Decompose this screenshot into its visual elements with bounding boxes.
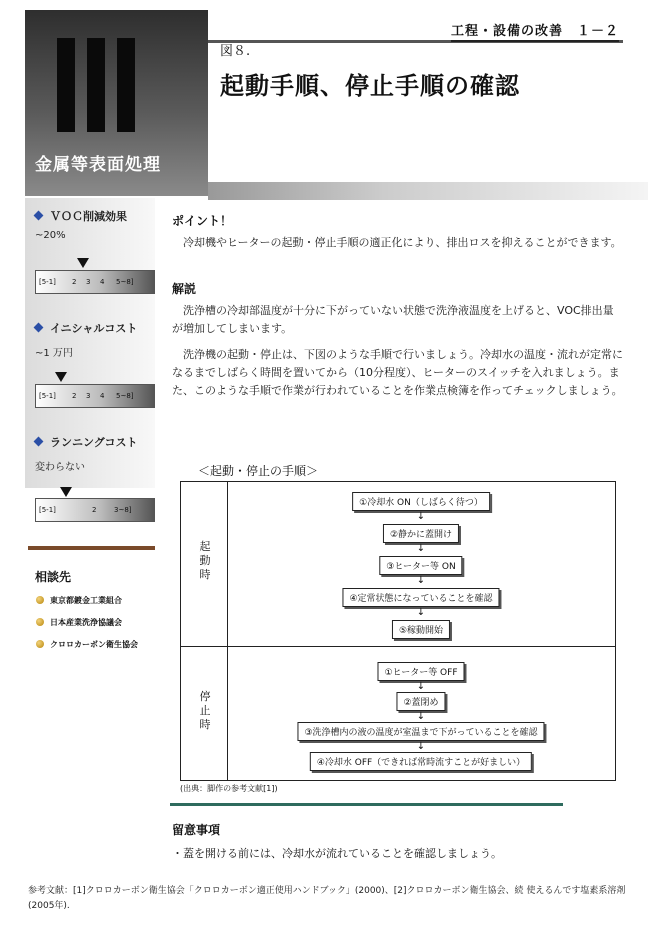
explain-paragraph: 洗浄機の起動・停止は、下図のような手順で行いましょう。冷却水の温度・流れが定常になるまでしばらく時間を置いてから（10分程度）、ヒーターのスイッチを入れましょう。また、このような手順で作業が行われていることを作業点検簿を作ってチェックしましょう。: [172, 348, 623, 397]
scale-label: 3~8]: [114, 506, 132, 514]
references: 参考文献：[1]クロロカーボン衛生協会「クロロカーボン適正使用ハンドブック」(2000)、[2]クロロカーボン衛生協会、続 使えるんです塩素系溶剤(2005年).: [28, 886, 626, 911]
scale-label: 3: [86, 278, 91, 286]
arrow-down-icon: ↓: [416, 575, 426, 586]
sidebar-divider: [28, 546, 155, 550]
scale-label: 2: [72, 278, 77, 286]
start-step: ①冷却水 ON（しばらく待つ）: [352, 492, 490, 511]
roman-numeral-bar: [117, 38, 135, 132]
stop-step: ④冷却水 OFF（できれば常時流すことが好ましい）: [310, 752, 532, 771]
voc-value: ~20%: [35, 230, 66, 241]
chapter-subtitle: 金属等表面処理: [35, 155, 161, 175]
point-heading: ポイント！: [172, 214, 233, 228]
flowchart-divider: [181, 646, 615, 647]
arrow-down-icon: ↓: [416, 711, 426, 722]
notes-heading: 留意事項: [172, 823, 221, 837]
chapter-block: [25, 10, 208, 196]
scale-label: [5-1]: [39, 392, 56, 400]
page-title: 起動手順、停止手順の確認: [220, 72, 520, 100]
explain-paragraph: 洗浄槽の冷却部温度が十分に下がっていない状態で洗浄液温度を上げると、VOC排出量が増加してしまいます。: [172, 304, 614, 335]
start-phase-label: 起動時: [199, 540, 211, 581]
voc-scale: [35, 270, 155, 294]
gold-bullet-icon: [36, 640, 44, 648]
initial-cost-heading: イニシャルコスト: [35, 320, 137, 336]
consult-org: 日本産業洗浄協議会: [36, 617, 122, 628]
point-text: 冷却機やヒーターの起動・停止手順の適正化により、排出ロスを抑えることができます。: [183, 236, 622, 249]
scale-label: 5~8]: [116, 278, 134, 286]
scale-label: 2: [92, 506, 97, 514]
arrow-down-icon: ↓: [416, 607, 426, 618]
consult-org: 東京都鍍金工業組合: [36, 595, 122, 606]
gold-bullet-icon: [36, 596, 44, 604]
consult-org: クロロカーボン衛生協会: [36, 639, 138, 650]
arrow-down-icon: ↓: [416, 543, 426, 554]
voc-heading: ＶＯＣ削減効果: [35, 208, 127, 224]
figure-number: 図８.: [220, 44, 251, 59]
scale-label: 2: [72, 392, 77, 400]
initial-cost-scale: [35, 384, 155, 408]
scale-label: 5~8]: [116, 392, 134, 400]
diamond-bullet-icon: [34, 437, 44, 447]
arrow-down-icon: ↓: [416, 681, 426, 692]
flowchart-title: ＜起動・停止の手順＞: [198, 464, 319, 478]
initial-cost-value: ~1 万円: [35, 348, 73, 359]
scale-label: [5-1]: [39, 506, 56, 514]
scale-label: 4: [100, 392, 105, 400]
arrow-down-icon: ↓: [416, 741, 426, 752]
sidebar: [25, 198, 155, 488]
diamond-bullet-icon: [34, 211, 44, 221]
flowchart-divider: [227, 482, 228, 780]
roman-numeral-bar: [87, 38, 105, 132]
gold-bullet-icon: [36, 618, 44, 626]
explain-heading: 解説: [172, 282, 197, 296]
roman-numeral-bar: [57, 38, 75, 132]
scale-label: [5-1]: [39, 278, 56, 286]
voc-level-marker-icon: [77, 258, 89, 268]
flowchart-source: (出典：脚作の参考文献[1]): [180, 784, 278, 793]
category-label: 工程・設備の改善 １－２: [451, 20, 619, 42]
start-step: ④定常状態になっていることを確認: [342, 588, 499, 607]
stop-step: ③洗浄槽内の液の温度が室温まで下がっていることを確認: [297, 722, 544, 741]
header-gradient-band: [208, 182, 648, 200]
stop-step: ①ヒーター等 OFF: [377, 662, 464, 681]
stop-phase-label: 停止時: [199, 690, 211, 731]
stop-step: ②蓋閉め: [396, 692, 445, 711]
notes-item: ・蓋を開ける前には、冷却水が流れていることを確認しましょう。: [172, 847, 502, 860]
running-cost-level-marker-icon: [60, 487, 72, 497]
consult-heading: 相談先: [35, 570, 72, 584]
running-cost-heading: ランニングコスト: [35, 434, 138, 450]
section-rule: [170, 803, 563, 806]
start-step: ③ヒーター等 ON: [379, 556, 462, 575]
running-cost-scale: [35, 498, 155, 522]
start-step: ⑤稼動開始: [392, 620, 450, 639]
arrow-down-icon: ↓: [416, 511, 426, 522]
scale-label: 3: [86, 392, 91, 400]
initial-cost-level-marker-icon: [55, 372, 67, 382]
diamond-bullet-icon: [34, 323, 44, 333]
scale-label: 4: [100, 278, 105, 286]
running-cost-value: 変わらない: [35, 462, 85, 473]
flowchart-table: [180, 481, 616, 781]
start-step: ②静かに蓋開け: [383, 524, 459, 543]
